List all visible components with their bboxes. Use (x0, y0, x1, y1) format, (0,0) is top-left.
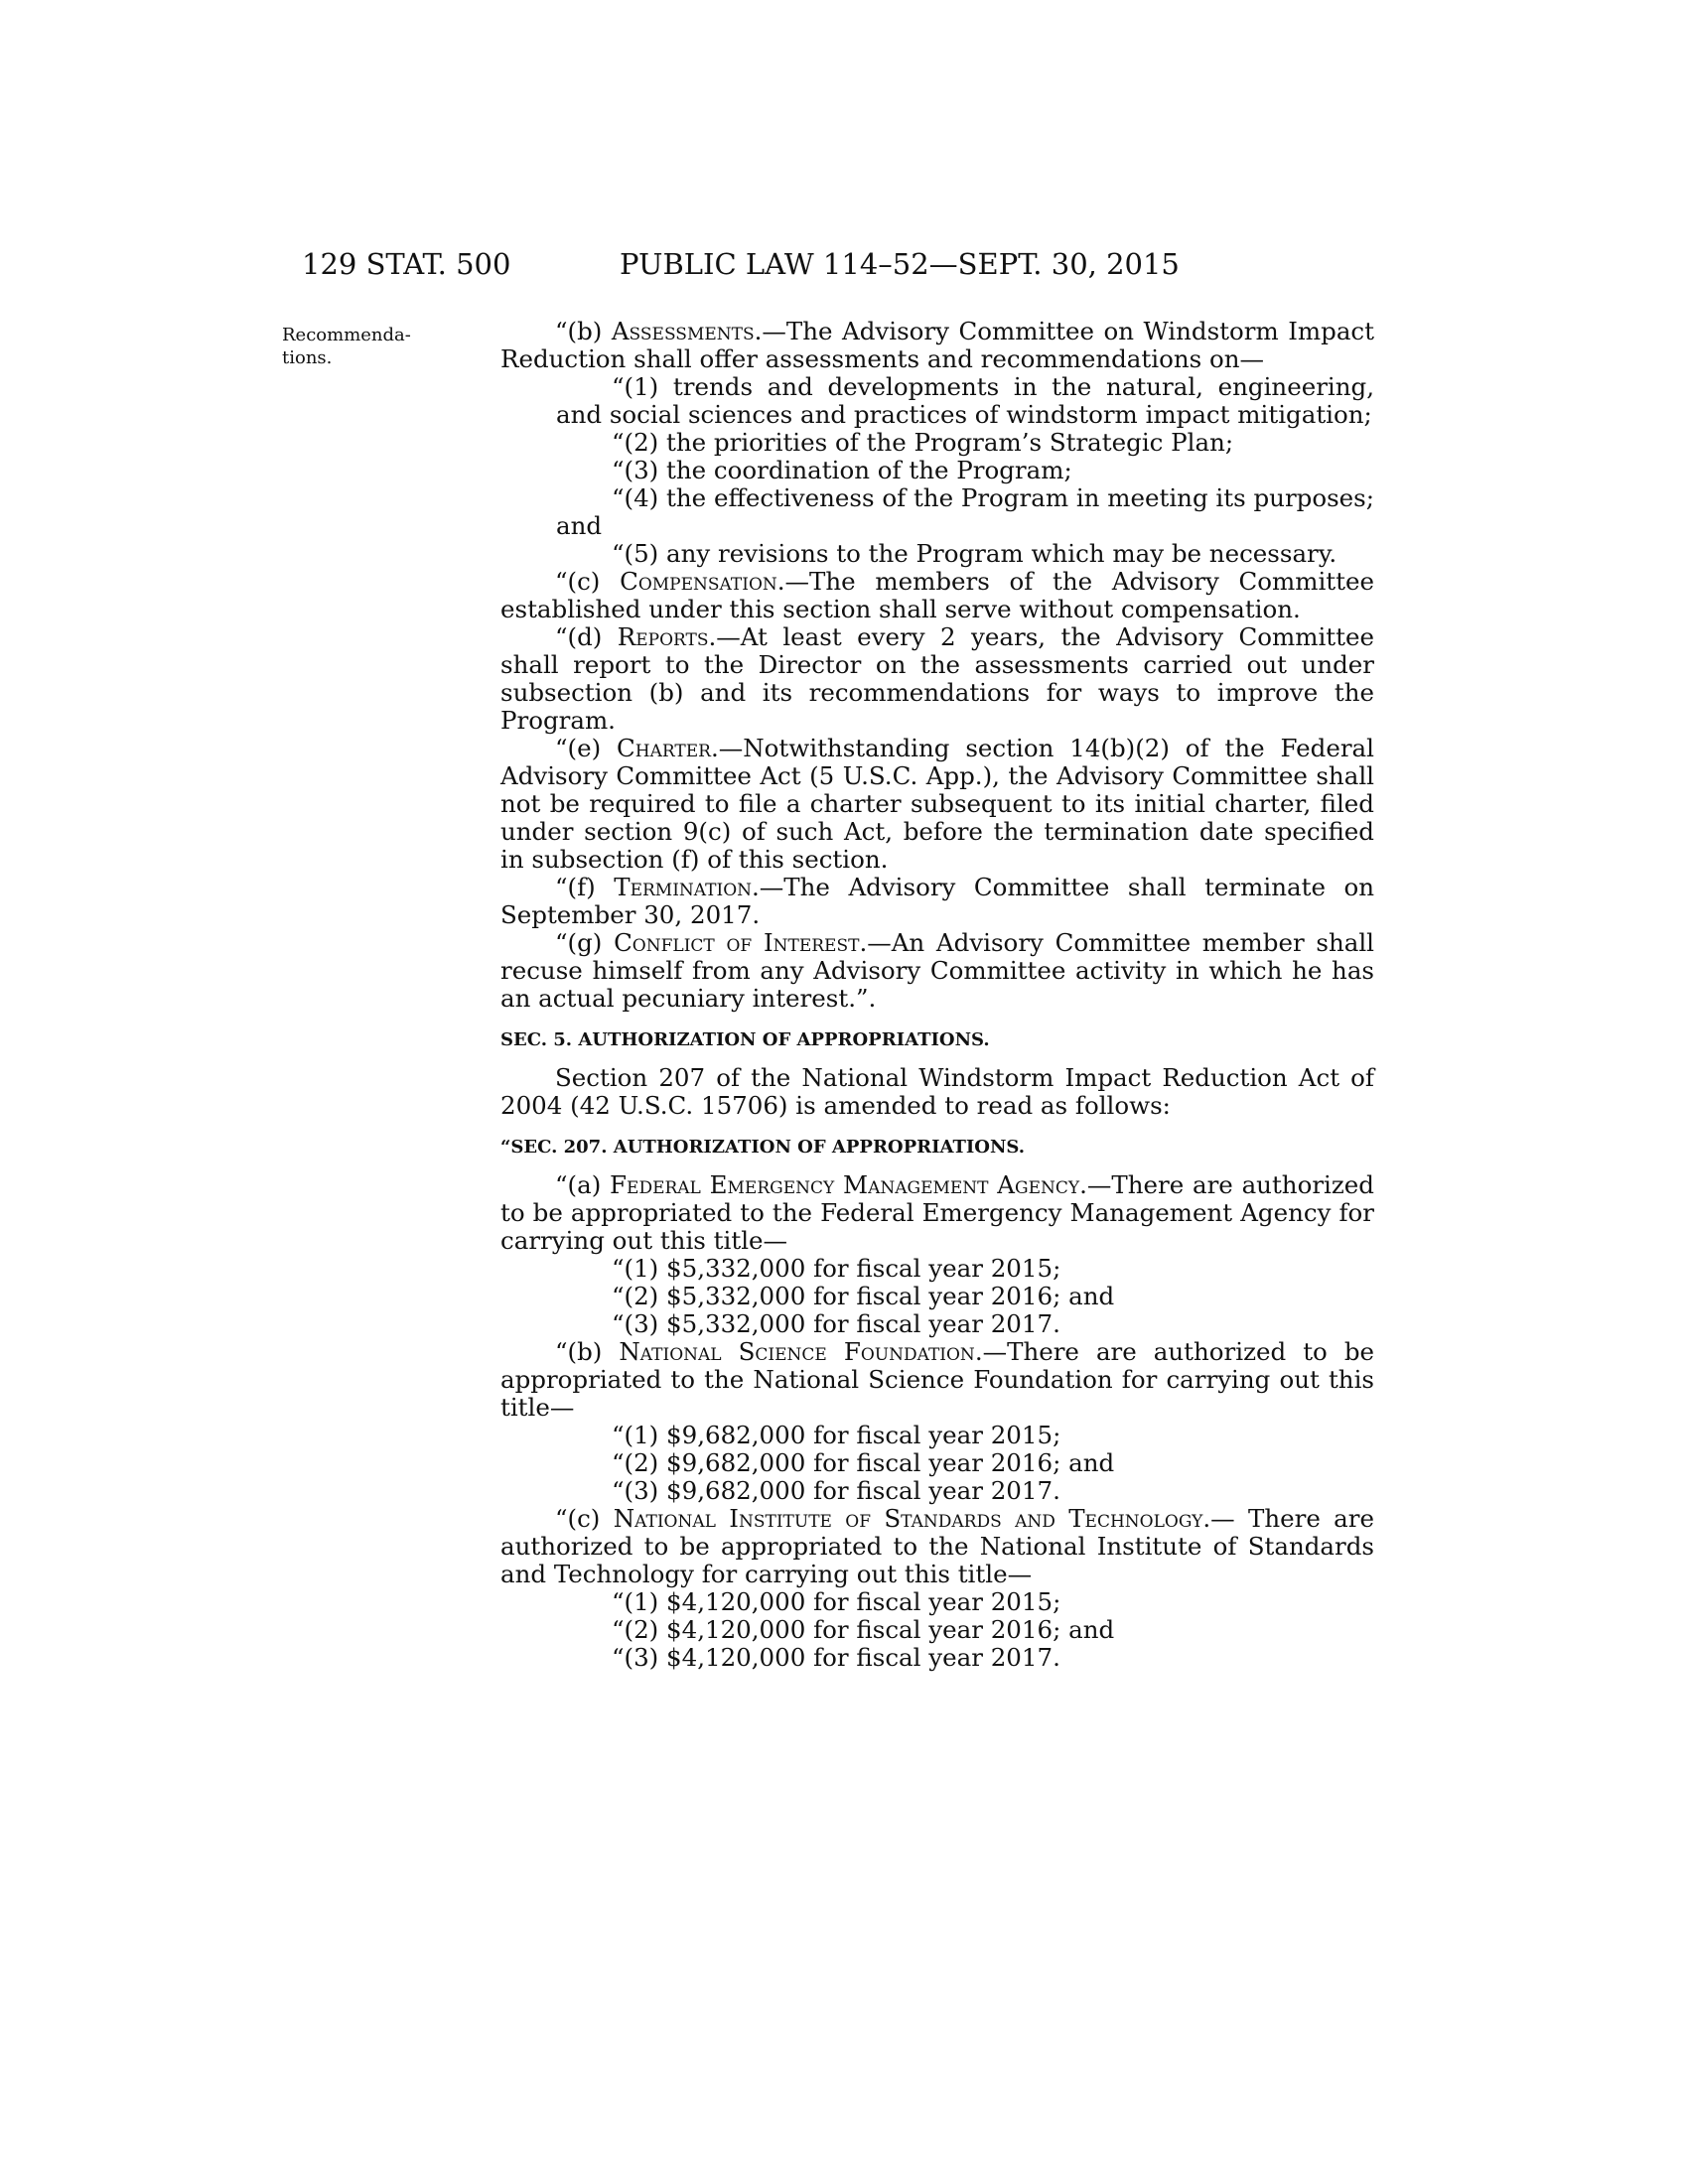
paragraph-text: “(3) $5,332,000 for fiscal year 2017. (612, 1309, 1060, 1338)
paragraph-text: “(1) $4,120,000 for fiscal year 2015; (612, 1587, 1061, 1616)
list-item (500, 1310, 1374, 1338)
paragraph-text: .—The members of the Advisory Committee established under this section shall serve without compensation. (500, 567, 1374, 623)
paragraph (500, 623, 1374, 735)
page-header (302, 244, 1219, 284)
section-heading (500, 1028, 1374, 1052)
paragraph (500, 568, 1374, 623)
paragraph (500, 1505, 1374, 1588)
paragraph (500, 429, 1374, 457)
paragraph-designator: “(g) (555, 928, 615, 957)
paragraph-text: .—The Advisory Committee on Windstorm Impact Reduction shall offer assessments and recommendations on— (500, 317, 1375, 373)
subsection-heading: Conflict of Interest (614, 928, 860, 957)
paragraph (500, 540, 1374, 568)
list-item (500, 1255, 1374, 1283)
paragraph-text: SEC. 5. AUTHORIZATION OF APPROPRIATIONS. (500, 1029, 990, 1050)
margin-note: Recommenda- tions. (282, 325, 411, 368)
section-heading (500, 1136, 1374, 1160)
paragraph (500, 484, 1374, 540)
subsection-heading: National Institute of Standards and Technology (613, 1504, 1203, 1533)
subsection-heading: Charter (617, 734, 711, 762)
statute-page-number: 129 STAT. 500 (302, 247, 511, 281)
paragraph-text: “(1) trends and developments in the natural, engineering, and social sciences and practices of windstorm impact mitigation; (556, 372, 1374, 429)
paragraph (500, 1338, 1374, 1422)
paragraph-text: “(3) $4,120,000 for fiscal year 2017. (612, 1643, 1060, 1672)
subsection-heading: National Science Foundation (619, 1337, 975, 1366)
list-item (500, 1283, 1374, 1310)
paragraph-designator: “(b) (555, 1337, 620, 1366)
list-item (500, 1449, 1374, 1477)
paragraph (500, 1064, 1374, 1120)
subsection-heading: Federal Emergency Management Agency (610, 1170, 1080, 1199)
public-law-title: PUBLIC LAW 114–52—SEPT. 30, 2015 (620, 247, 1180, 281)
paragraph (500, 1171, 1374, 1255)
paragraph-text: “(1) $9,682,000 for fiscal year 2015; (612, 1421, 1061, 1449)
list-item (500, 1616, 1374, 1644)
paragraph-text: .—There are authorized to be appropriated to the National Science Foundation for carrying out this title— (500, 1337, 1375, 1422)
paragraph-text: .—The Advisory Committee shall terminate on September 30, 2017. (500, 873, 1375, 929)
paragraph (500, 373, 1374, 429)
paragraph-text: Section 207 of the National Windstorm Impact Reduction Act of 2004 (42 U.S.C. 15706) is amended to read as follows: (500, 1063, 1374, 1120)
list-item (500, 1422, 1374, 1449)
paragraph-designator: “(a) (555, 1170, 611, 1199)
paragraph-text: “(4) the effectiveness of the Program in meeting its purposes; and (556, 483, 1374, 540)
paragraph (500, 457, 1374, 484)
paragraph-designator: “(c) (555, 1504, 614, 1533)
paragraph-text: .—At least every 2 years, the Advisory Committee shall report to the Director on the assessments carried out under subsection (b) and its recommendations for ways to improve the Program. (500, 622, 1374, 735)
paragraph-text: “(2) the priorities of the Program’s Strategic Plan; (612, 428, 1234, 457)
subsection-heading: Termination (614, 873, 753, 901)
paragraph-text: .— There are authorized to be appropriated to the National Institute of Standards and Technology for carrying out this title— (500, 1504, 1374, 1588)
paragraph-designator: “(d) (555, 622, 618, 651)
list-item (500, 1644, 1374, 1672)
paragraph-text: .—An Advisory Committee member shall recuse himself from any Advisory Committee activity in which he has an actual pecuniary interest.”. (500, 928, 1375, 1013)
paragraph (500, 874, 1374, 929)
paragraph-designator: “(b) (555, 317, 612, 345)
paragraph-text: “(2) $9,682,000 for fiscal year 2016; and (612, 1448, 1115, 1477)
subsection-heading: Compensation (620, 567, 777, 596)
paragraph-text: “(3) $9,682,000 for fiscal year 2017. (612, 1476, 1060, 1505)
list-item (500, 1477, 1374, 1505)
paragraph-text: .—There are authorized to be appropriated to the Federal Emergency Management Agency for carrying out this title— (500, 1170, 1374, 1255)
paragraph-designator: “(e) (555, 734, 618, 762)
paragraph-text: “(2) $5,332,000 for fiscal year 2016; and (612, 1282, 1115, 1310)
paragraph-designator: “(f) (555, 873, 615, 901)
list-item (500, 1588, 1374, 1616)
paragraph-text: “(3) the coordination of the Program; (612, 456, 1072, 484)
paragraph-text: “(5) any revisions to the Program which may be necessary. (612, 539, 1337, 568)
paragraph (500, 318, 1374, 373)
paragraph-text: “(2) $4,120,000 for fiscal year 2016; and (612, 1615, 1115, 1644)
paragraph-text: “(1) $5,332,000 for fiscal year 2015; (612, 1254, 1061, 1283)
paragraph-text: .—Notwithstanding section 14(b)(2) of the Federal Advisory Committee Act (5 U.S.C. App.), the Advisory Committee shall not be required to file a charter subsequent to its initial charter, filed under section 9(c) of such Act, before the termination date specified in subsection (f) of this section. (500, 734, 1374, 874)
subsection-heading: Assessments (611, 317, 755, 345)
paragraph-text: “SEC. 207. AUTHORIZATION OF APPROPRIATIONS. (500, 1137, 1026, 1158)
paragraph-designator: “(c) (555, 567, 621, 596)
document-body (500, 318, 1374, 1672)
paragraph (500, 929, 1374, 1013)
paragraph (500, 735, 1374, 874)
subsection-heading: Reports (617, 622, 709, 651)
